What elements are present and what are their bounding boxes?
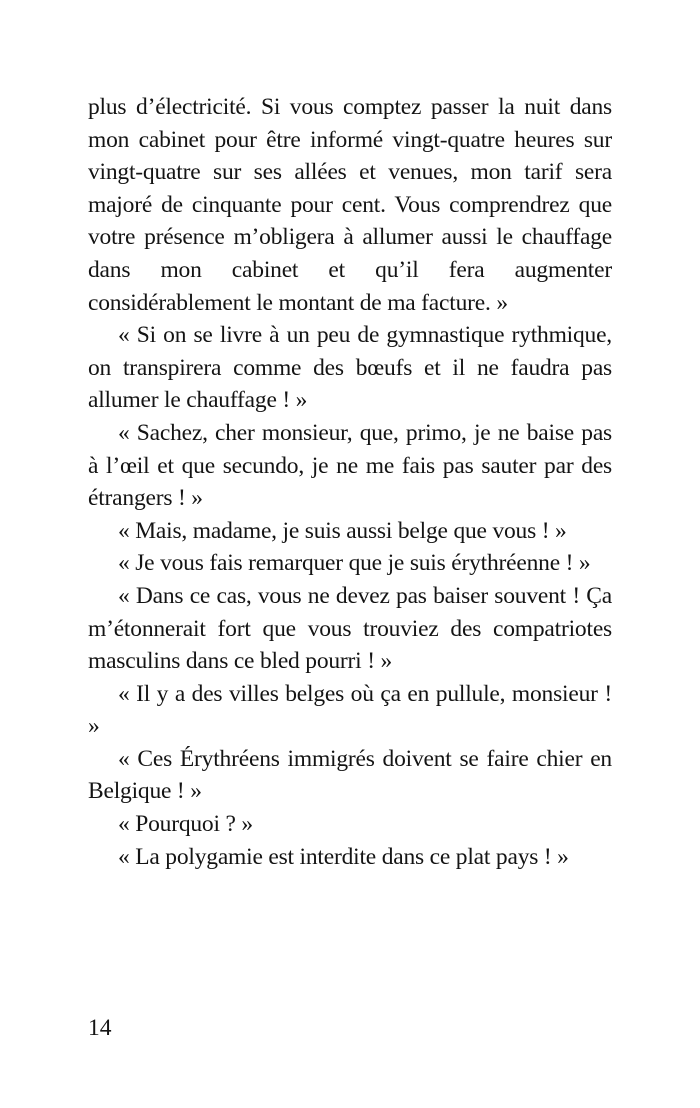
paragraph-8: « Ces Érythréens immigrés doivent se faire chier en Belgique ! »: [88, 745, 612, 805]
page-number: 14: [88, 1015, 112, 1041]
paragraph-1: plus d’électricité. Si vous comptez passer la nuit dans mon cabinet pour être informé vingt-quatre heures sur vingt-quatre sur ses allées et venues, mon tarif sera majoré de cinquante pour cent. Vous comprendrez que votre présence m’obligera à allumer aussi le chauffage dans mon cabinet et qu’il fera augmenter considérablement le montant de ma facture. »: [88, 94, 612, 316]
paragraph-7: « Il y a des villes belges où ça en pullule, monsieur ! »: [88, 680, 612, 740]
paragraph-10: « La polygamie est interdite dans ce plat pays ! »: [118, 843, 569, 870]
paragraph-6: « Dans ce cas, vous ne devez pas baiser souvent ! Ça m’étonnerait fort que vous trouviez des compatriotes masculins dans ce bled pourri ! »: [88, 582, 612, 675]
paragraph-9: « Pourquoi ? »: [118, 811, 253, 838]
paragraph-3: « Sachez, cher monsieur, que, primo, je ne baise pas à l’œil et que secundo, je ne me fais pas sauter par des étrangers ! »: [88, 419, 612, 512]
paragraph-2: « Si on se livre à un peu de gymnastique rythmique, on transpirera comme des bœufs et il ne faudra pas allumer le chauffage ! »: [88, 322, 612, 414]
body-text: [88, 91, 612, 873]
paragraph-5: « Je vous fais remarquer que je suis érythréenne ! »: [118, 550, 591, 577]
paragraph-4: « Mais, madame, je suis aussi belge que vous ! »: [118, 517, 567, 544]
